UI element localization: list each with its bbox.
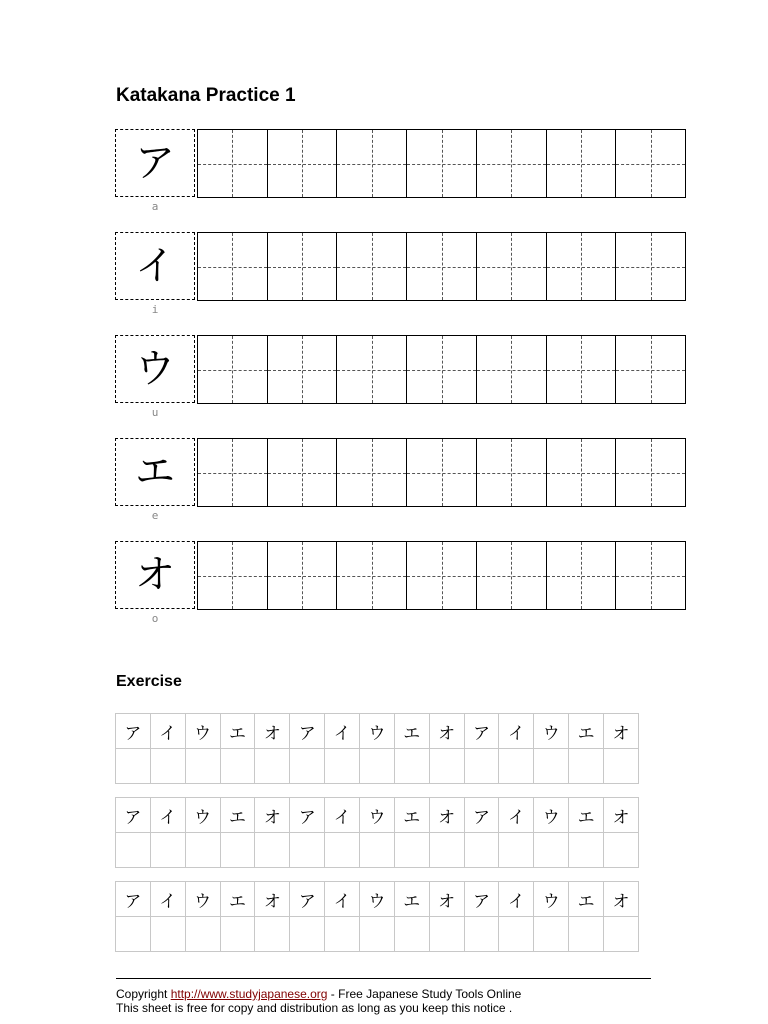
exercise-blank-cell <box>220 749 255 784</box>
exercise-blank-cell <box>150 749 185 784</box>
practice-grid <box>197 541 686 610</box>
exercise-blank-cell <box>360 749 395 784</box>
practice-box <box>198 439 268 506</box>
exercise-blank-cell <box>394 833 429 868</box>
exercise-reference-cell: オ <box>255 798 290 833</box>
exercise-reference-cell: イ <box>499 882 534 917</box>
exercise-blank-cell <box>499 833 534 868</box>
exercise-blank-cell <box>429 917 464 952</box>
exercise-reference-cell: オ <box>604 882 639 917</box>
exercise-grid <box>115 881 639 952</box>
exercise-reference-cell: ア <box>464 714 499 749</box>
exercise-reference-cell: エ <box>394 882 429 917</box>
exercise-reference-cell: イ <box>150 798 185 833</box>
practice-box <box>268 130 338 197</box>
exercise-blank-cell <box>604 917 639 952</box>
exercise-reference-cell: オ <box>255 714 290 749</box>
exercise-blank-cell <box>534 749 569 784</box>
studyjapanese-link[interactable]: http://www.studyjapanese.org <box>170 987 328 1001</box>
exercise-reference-cell: エ <box>220 882 255 917</box>
exercise-reference-cell: ア <box>290 714 325 749</box>
practice-box <box>547 233 617 300</box>
practice-box <box>477 542 547 609</box>
exercise-reference-cell: イ <box>499 714 534 749</box>
exercise-grid <box>115 713 639 784</box>
exercise-reference-cell: ウ <box>360 798 395 833</box>
exercise-reference-cell: イ <box>325 882 360 917</box>
exercise-blank-cell <box>255 749 290 784</box>
exercise-reference-cell: オ <box>429 798 464 833</box>
practice-box <box>268 439 338 506</box>
exercise-reference-cell: エ <box>394 798 429 833</box>
exercise-reference-cell: ア <box>116 714 151 749</box>
practice-row <box>115 541 686 641</box>
exercise-blank-cell <box>499 749 534 784</box>
exercise-reference-cell: エ <box>569 882 604 917</box>
exercise-reference-row <box>116 882 639 917</box>
practice-box <box>268 542 338 609</box>
exercise-blank-cell <box>255 917 290 952</box>
practice-box <box>198 336 268 403</box>
exercise-reference-cell: ウ <box>185 798 220 833</box>
practice-row <box>115 335 686 435</box>
practice-box <box>407 542 477 609</box>
exercise-blank-cell <box>360 917 395 952</box>
exercise-reference-cell: エ <box>220 714 255 749</box>
exercise-blank-cell <box>325 833 360 868</box>
exercise-blank-cell <box>429 833 464 868</box>
practice-grid <box>197 438 686 507</box>
sample-character: オ <box>115 541 195 609</box>
practice-box <box>268 336 338 403</box>
practice-box <box>407 439 477 506</box>
footer-divider <box>116 978 651 979</box>
exercise-blank-cell <box>569 917 604 952</box>
practice-box <box>616 439 685 506</box>
exercise-reference-cell: ウ <box>185 882 220 917</box>
exercise-reference-cell: ア <box>290 882 325 917</box>
romaji-label: o <box>151 612 159 625</box>
exercise-reference-cell: ウ <box>360 714 395 749</box>
exercise-reference-cell: エ <box>569 798 604 833</box>
exercise-blank-cell <box>220 917 255 952</box>
practice-box <box>198 130 268 197</box>
exercise-reference-cell: オ <box>604 714 639 749</box>
exercise-blank-cell <box>185 917 220 952</box>
exercise-reference-cell: イ <box>499 798 534 833</box>
exercise-reference-cell: ウ <box>534 882 569 917</box>
exercise-reference-cell: ウ <box>534 714 569 749</box>
practice-box <box>407 233 477 300</box>
practice-row <box>115 129 686 229</box>
practice-box <box>547 542 617 609</box>
exercise-blank-cell <box>569 749 604 784</box>
exercise-blank-cell <box>290 833 325 868</box>
practice-grid <box>197 232 686 301</box>
exercise-reference-row <box>116 714 639 749</box>
exercise-blank-cell <box>185 749 220 784</box>
exercise-blank-cell <box>604 833 639 868</box>
practice-box <box>616 233 685 300</box>
exercise-blank-cell <box>150 917 185 952</box>
exercise-blank-cell <box>116 917 151 952</box>
practice-box <box>616 336 685 403</box>
practice-box <box>198 233 268 300</box>
exercise-reference-cell: イ <box>325 798 360 833</box>
exercise-blank-cell <box>116 749 151 784</box>
practice-box <box>547 439 617 506</box>
exercise-reference-cell: オ <box>604 798 639 833</box>
exercise-reference-cell: ア <box>464 882 499 917</box>
exercise-blank-row <box>116 833 639 868</box>
practice-box <box>337 233 407 300</box>
practice-box <box>616 130 685 197</box>
exercise-blank-cell <box>534 833 569 868</box>
exercise-title: Exercise <box>116 673 182 690</box>
exercise-blank-row <box>116 749 639 784</box>
exercise-grid <box>115 797 639 868</box>
exercise-reference-cell: ア <box>464 798 499 833</box>
exercise-blank-cell <box>534 917 569 952</box>
exercise-blank-cell <box>325 917 360 952</box>
exercise-blank-cell <box>116 833 151 868</box>
exercise-blank-cell <box>569 833 604 868</box>
romaji-label: u <box>151 406 159 419</box>
exercise-blank-cell <box>255 833 290 868</box>
exercise-blank-cell <box>325 749 360 784</box>
exercise-blank-cell <box>464 749 499 784</box>
exercise-blank-cell <box>220 833 255 868</box>
exercise-blank-cell <box>185 833 220 868</box>
page-title: Katakana Practice 1 <box>116 85 296 106</box>
exercise-reference-cell: エ <box>220 798 255 833</box>
exercise-reference-cell: ウ <box>534 798 569 833</box>
practice-box <box>337 336 407 403</box>
practice-box <box>268 233 338 300</box>
sample-character: ア <box>115 129 195 197</box>
exercise-reference-cell: エ <box>569 714 604 749</box>
practice-grid <box>197 335 686 404</box>
exercise-blank-cell <box>429 749 464 784</box>
exercise-blank-cell <box>394 917 429 952</box>
exercise-reference-cell: イ <box>325 714 360 749</box>
exercise-blank-cell <box>394 749 429 784</box>
copyright-suffix: - Free Japanese Study Tools Online <box>327 987 522 1001</box>
exercise-blank-row <box>116 917 639 952</box>
exercise-reference-cell: ア <box>290 798 325 833</box>
practice-box <box>477 233 547 300</box>
sample-character: エ <box>115 438 195 506</box>
practice-row <box>115 232 686 332</box>
practice-box <box>407 130 477 197</box>
practice-row <box>115 438 686 538</box>
sample-character: ウ <box>115 335 195 403</box>
exercise-reference-cell: オ <box>429 882 464 917</box>
exercise-blank-cell <box>464 917 499 952</box>
romaji-label: e <box>151 509 159 522</box>
practice-box <box>337 439 407 506</box>
practice-box <box>407 336 477 403</box>
exercise-reference-cell: ウ <box>185 714 220 749</box>
exercise-blank-cell <box>290 749 325 784</box>
practice-box <box>616 542 685 609</box>
copyright-line <box>116 987 716 1001</box>
practice-box <box>477 439 547 506</box>
practice-box <box>477 336 547 403</box>
practice-box <box>547 130 617 197</box>
exercise-reference-cell: ア <box>116 798 151 833</box>
practice-box <box>198 542 268 609</box>
footer <box>116 987 716 1015</box>
exercise-blank-cell <box>464 833 499 868</box>
exercise-blank-cell <box>290 917 325 952</box>
copyright-prefix: Copyright <box>116 987 171 1001</box>
exercise-reference-row <box>116 798 639 833</box>
exercise-reference-cell: イ <box>150 714 185 749</box>
exercise-reference-cell: ウ <box>360 882 395 917</box>
exercise-reference-cell: オ <box>429 714 464 749</box>
practice-box <box>477 130 547 197</box>
exercise-blank-cell <box>604 749 639 784</box>
exercise-blank-cell <box>150 833 185 868</box>
practice-box <box>337 542 407 609</box>
exercise-blank-cell <box>360 833 395 868</box>
practice-box <box>547 336 617 403</box>
romaji-label: a <box>151 200 159 213</box>
practice-grid <box>197 129 686 198</box>
exercise-reference-cell: イ <box>150 882 185 917</box>
romaji-label: i <box>151 303 159 316</box>
sample-character: イ <box>115 232 195 300</box>
exercise-reference-cell: ア <box>116 882 151 917</box>
distribution-notice: This sheet is free for copy and distribution as long as you keep this notice . <box>116 1001 513 1015</box>
exercise-reference-cell: オ <box>255 882 290 917</box>
practice-box <box>337 130 407 197</box>
exercise-blank-cell <box>499 917 534 952</box>
exercise-reference-cell: エ <box>394 714 429 749</box>
